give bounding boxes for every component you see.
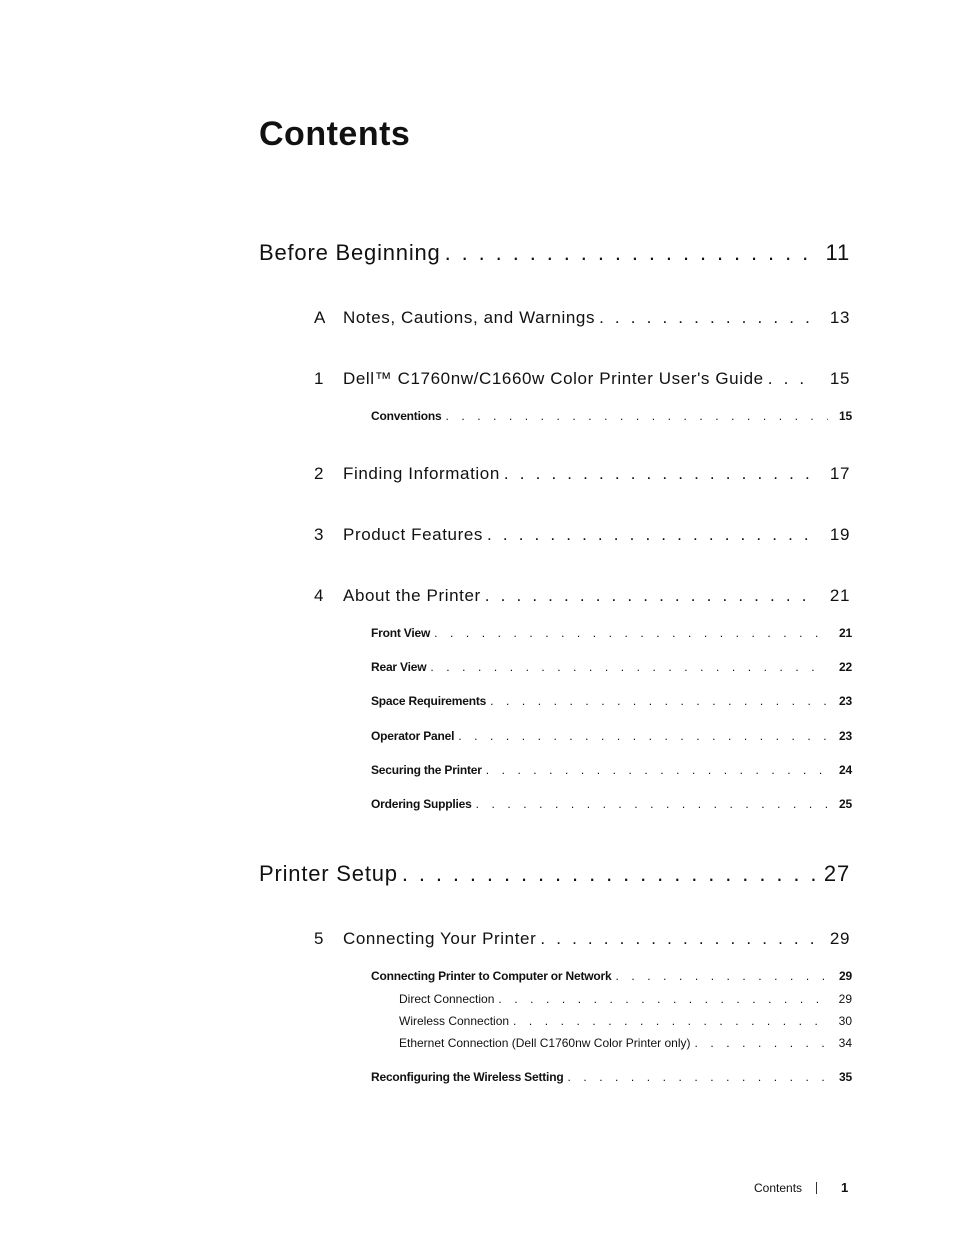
- dot-leader: [694, 1034, 828, 1052]
- toc-section-label: Connecting Printer to Computer or Network: [371, 969, 612, 983]
- toc-section-front-view[interactable]: [371, 624, 852, 642]
- toc-chapter-page: 15: [829, 369, 850, 388]
- toc-chapter-number: 3: [314, 525, 325, 544]
- dot-leader: [599, 306, 814, 330]
- toc-section-page: 35: [839, 1070, 852, 1084]
- toc-subsection-page: 30: [838, 1014, 852, 1028]
- toc-chapter-number: 1: [314, 369, 325, 388]
- dot-leader: [540, 927, 814, 951]
- dot-leader: [402, 859, 818, 889]
- dot-leader: [486, 761, 828, 779]
- toc-subsection-page: 29: [838, 992, 852, 1006]
- toc-chapter-label: Product Features: [343, 525, 483, 544]
- dot-leader: [513, 1012, 828, 1030]
- dot-leader: [430, 658, 828, 676]
- toc-subsection-label: Ethernet Connection (Dell C1760nw Color Printer only): [399, 1036, 691, 1050]
- toc-chapter-number: A: [314, 308, 326, 327]
- toc-part-page: 27: [823, 861, 850, 886]
- toc-chapter-page: 13: [829, 308, 850, 327]
- dot-leader: [458, 727, 828, 745]
- toc-section-space-requirements[interactable]: [371, 692, 852, 710]
- dot-leader: [485, 584, 814, 608]
- toc-part-page: 11: [825, 240, 850, 265]
- toc-section-label: Space Requirements: [371, 694, 487, 708]
- dot-leader: [615, 967, 828, 985]
- toc-section-page: 22: [839, 660, 852, 674]
- dot-leader: [445, 238, 820, 268]
- toc-section-label: Reconfiguring the Wireless Setting: [371, 1070, 564, 1084]
- page-footer: [754, 1180, 848, 1195]
- toc-chapter-4[interactable]: [314, 584, 850, 608]
- dot-leader: [504, 462, 814, 486]
- dot-leader: [445, 407, 828, 425]
- toc-section-securing-the-printer[interactable]: [371, 761, 852, 779]
- toc-part-before-beginning[interactable]: [259, 238, 850, 268]
- toc-chapter-page: 29: [829, 929, 850, 948]
- toc-chapter-label: Notes, Cautions, and Warnings: [343, 308, 596, 327]
- dot-leader: [487, 523, 814, 547]
- toc-section-page: 25: [839, 797, 852, 811]
- dot-leader: [567, 1068, 828, 1086]
- toc-section-label: Securing the Printer: [371, 763, 482, 777]
- toc-section-connecting-printer[interactable]: [371, 967, 852, 985]
- toc-subsection-ethernet-connection[interactable]: [399, 1034, 852, 1052]
- toc-part-printer-setup[interactable]: [259, 859, 850, 889]
- toc-subsection-direct-connection[interactable]: [399, 990, 852, 1008]
- toc-chapter-label: Connecting Your Printer: [343, 929, 537, 948]
- toc-chapter-number: 4: [314, 586, 325, 605]
- toc-chapter-label: Finding Information: [343, 464, 500, 483]
- dot-leader: [476, 795, 828, 813]
- toc-chapter-label: About the Printer: [343, 586, 481, 605]
- toc-part-label: Printer Setup: [259, 861, 398, 886]
- toc-chapter-page: 17: [829, 464, 850, 483]
- toc-section-page: 23: [839, 694, 852, 708]
- toc-section-page: 15: [839, 409, 852, 423]
- toc-subsection-label: Wireless Connection: [399, 1014, 510, 1028]
- toc-subsection-label: Direct Connection: [399, 992, 495, 1006]
- toc-section-page: 21: [839, 626, 852, 640]
- toc-section-label: Ordering Supplies: [371, 797, 472, 811]
- toc-section-label: Rear View: [371, 660, 427, 674]
- toc-section-label: Conventions: [371, 409, 442, 423]
- toc-chapter-label: Dell™ C1760nw/C1660w Color Printer User's Guide: [343, 369, 764, 388]
- toc-section-page: 23: [839, 729, 852, 743]
- footer-divider: [816, 1182, 817, 1194]
- toc-section-rear-view[interactable]: [371, 658, 852, 676]
- dot-leader: [498, 990, 828, 1008]
- toc-subsection-wireless-connection[interactable]: [399, 1012, 852, 1030]
- toc-section-ordering-supplies[interactable]: [371, 795, 852, 813]
- page-title: Contents: [259, 115, 411, 153]
- toc-section-page: 29: [839, 969, 852, 983]
- page-number: 1: [841, 1180, 849, 1195]
- toc-section-operator-panel[interactable]: [371, 727, 852, 745]
- toc-chapter-3[interactable]: [314, 523, 850, 547]
- footer-label: Contents: [754, 1180, 803, 1195]
- toc-part-label: Before Beginning: [259, 240, 441, 265]
- toc-chapter-page: 19: [829, 525, 850, 544]
- toc-section-label: Front View: [371, 626, 431, 640]
- toc-chapter-number: 5: [314, 929, 325, 948]
- toc-section-reconfiguring-wireless[interactable]: [371, 1068, 852, 1086]
- toc-chapter-1[interactable]: [314, 367, 850, 391]
- toc-chapter-number: 2: [314, 464, 325, 483]
- dot-leader: [490, 692, 828, 710]
- dot-leader: [434, 624, 828, 642]
- toc-chapter-5[interactable]: [314, 927, 850, 951]
- toc-chapter-a[interactable]: [314, 306, 850, 330]
- toc-chapter-page: 21: [829, 586, 850, 605]
- dot-leader: [768, 367, 814, 391]
- toc-subsection-page: 34: [838, 1036, 852, 1050]
- toc-section-label: Operator Panel: [371, 729, 455, 743]
- toc-chapter-2[interactable]: [314, 462, 850, 486]
- toc-section-conventions[interactable]: [371, 407, 852, 425]
- toc-section-page: 24: [839, 763, 852, 777]
